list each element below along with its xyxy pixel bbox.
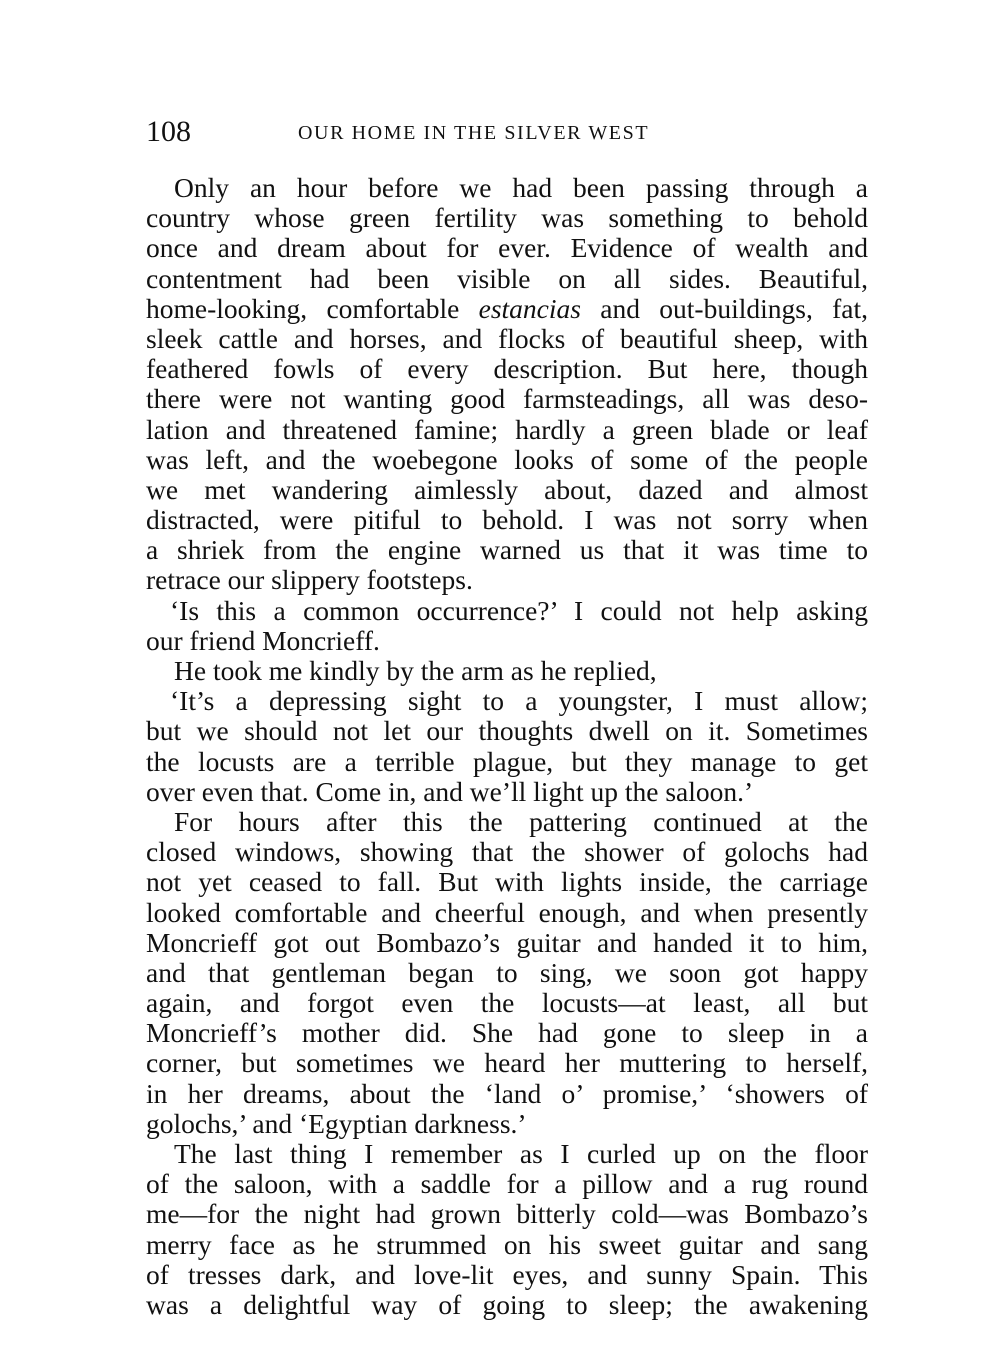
text-line: but we should not let our thoughts dwell on it. Sometimes <box>146 715 868 747</box>
text-line: looked comfortable and cheerful enough, and when presently <box>146 896 868 928</box>
text-line: was a delightful way of going to sleep; the awakening <box>146 1288 868 1320</box>
text-line: of the saloon, with a saddle for a pillow and a rug round <box>146 1168 868 1200</box>
text-line: Moncrieff’s mother did. She had gone to sleep in a <box>146 1017 868 1049</box>
text-line: golochs,’ and ‘Egyptian darkness.’ <box>146 1107 527 1139</box>
text-line: we met wandering aimlessly about, dazed and almost <box>146 473 868 505</box>
text-line: He took me kindly by the arm as he replied, <box>174 655 657 686</box>
text-line: The last thing I remember as I curled up on the floor <box>174 1138 868 1169</box>
text-line: corner, but sometimes we heard her muttering to herself, <box>146 1047 868 1079</box>
text-line: Only an hour before we had been passing through a <box>174 172 868 203</box>
text-line: the locusts are a terrible plague, but they manage to get <box>146 745 868 777</box>
text-line: once and dream about for ever. Evidence of wealth and <box>146 232 868 264</box>
text-line: our friend Moncrieff. <box>146 624 380 656</box>
text-segment: and out-buildings, fat, <box>600 292 868 324</box>
text-line: For hours after this the pattering continued at the <box>174 805 868 837</box>
body-text <box>146 173 868 1320</box>
text-line: was left, and the woebegone looks of some of the people <box>146 443 868 475</box>
text-line: country whose green fertility was something to behold <box>146 202 868 234</box>
text-line: ‘Is this a common occurrence?’ I could not help asking <box>170 594 868 626</box>
text-segment: home-looking, comfortable <box>146 292 460 324</box>
text-line: distracted, were pitiful to behold. I was not sorry when <box>146 504 868 536</box>
running-title: OUR HOME IN THE SILVER WEST <box>298 122 650 144</box>
text-line: a shriek from the engine warned us that it was time to <box>146 534 868 566</box>
text-line: Moncrieff got out Bombazo’s guitar and handed it to him, <box>146 926 868 958</box>
text-line: in her dreams, about the ‘land o’ promise,’ ‘showers of <box>146 1077 868 1109</box>
text-line: contentment had been visible on all sides. Beautiful, <box>146 262 868 294</box>
text-line: again, and forgot even the locusts—at least, all but <box>146 987 868 1019</box>
text-line: retrace our slippery footsteps. <box>146 564 473 596</box>
text-line: lation and threatened famine; hardly a green blade or leaf <box>146 413 868 445</box>
text-line: of tresses dark, and love-lit eyes, and sunny Spain. This <box>146 1258 868 1290</box>
running-head <box>146 112 866 152</box>
text-line: ‘It’s a depressing sight to a youngster, I must allow; <box>170 685 868 717</box>
page-number: 108 <box>146 115 191 148</box>
text-line: merry face as he strummed on his sweet guitar and sang <box>146 1228 868 1260</box>
italic-word: estancias <box>478 292 581 324</box>
text-line: not yet ceased to fall. But with lights inside, the carriage <box>146 866 868 898</box>
text-line: and that gentleman began to sing, we soon got happy <box>146 956 868 988</box>
text-line: over even that. Come in, and we’ll light up the saloon.’ <box>146 775 754 807</box>
text-line: feathered fowls of every description. But here, though <box>146 353 868 385</box>
text-line: there were not wanting good farmsteadings, all was deso- <box>146 383 868 415</box>
text-line <box>146 294 868 324</box>
text-line: closed windows, showing that the shower of golochs had <box>146 836 868 868</box>
text-line: sleek cattle and horses, and flocks of beautiful sheep, with <box>146 322 868 354</box>
text-line: me—for the night had grown bitterly cold—was Bombazo’s <box>146 1198 868 1230</box>
